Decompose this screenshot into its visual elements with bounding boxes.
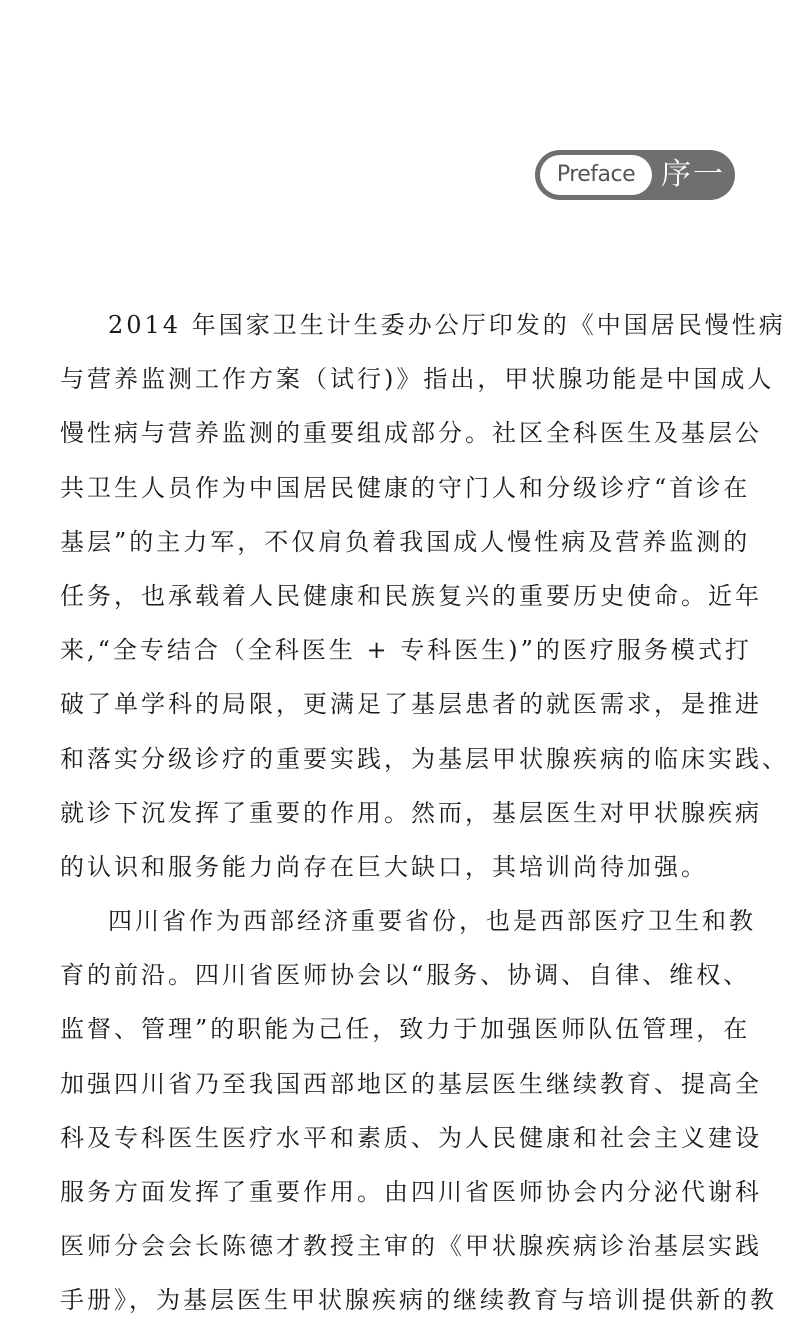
text-line: 医师分会会长陈德才教授主审的《甲状腺疾病诊治基层实践 — [60, 1232, 762, 1261]
preface-label-en: Preface — [540, 155, 652, 195]
text-line: 和落实分级诊疗的重要实践，为基层甲状腺疾病的临床实践、 — [60, 744, 789, 773]
preface-label-cn: 序一 — [661, 157, 725, 192]
text-line: 2014 年国家卫生计生委办公厅印发的《中国居民慢性病 — [108, 311, 786, 339]
text-line: 加强四川省乃至我国西部地区的基层医生继续教育、提高全 — [60, 1069, 762, 1098]
text-line: 与营养监测工作方案（试行)》指出，甲状腺功能是中国成人 — [60, 365, 775, 394]
body-text — [60, 298, 789, 1328]
text-line: 科及专科医生医疗水平和素质、为人民健康和社会主义建设 — [60, 1123, 762, 1152]
text-line: 监督、管理”的职能为己任，致力于加强医师队伍管理，在 — [60, 1015, 751, 1044]
preface-badge — [535, 150, 735, 200]
text-line: 手册》，为基层医生甲状腺疾病的继续教育与培训提供新的教 — [60, 1286, 777, 1315]
text-line: 的认识和服务能力尚存在巨大缺口，其培训尚待加强。 — [60, 852, 708, 881]
text-line: 慢性病与营养监测的重要组成部分。社区全科医生及基层公 — [60, 419, 762, 448]
text-line: 任务，也承载着人民健康和民族复兴的重要历史使命。近年 — [60, 581, 762, 610]
text-line: 基层”的主力军，不仅肩负着我国成人慢性病及营养监测的 — [60, 527, 751, 556]
text-line: 就诊下沉发挥了重要的作用。然而，基层医生对甲状腺疾病 — [60, 798, 762, 827]
text-line: 服务方面发挥了重要作用。由四川省医师协会内分泌代谢科 — [60, 1178, 762, 1206]
text-line: 来,“全专结合（全科医生 + 专科医生)”的医疗服务模式打 — [60, 636, 752, 665]
text-line: 四川省作为西部经济重要省份，也是西部医疗卫生和教 — [108, 907, 756, 936]
text-line: 育的前沿。四川省医师协会以“服务、协调、自律、维权、 — [60, 961, 751, 990]
text-line: 共卫生人员作为中国居民健康的守门人和分级诊疗“首诊在 — [60, 473, 751, 502]
text-line: 破了单学科的局限，更满足了基层患者的就医需求，是推进 — [60, 690, 762, 719]
